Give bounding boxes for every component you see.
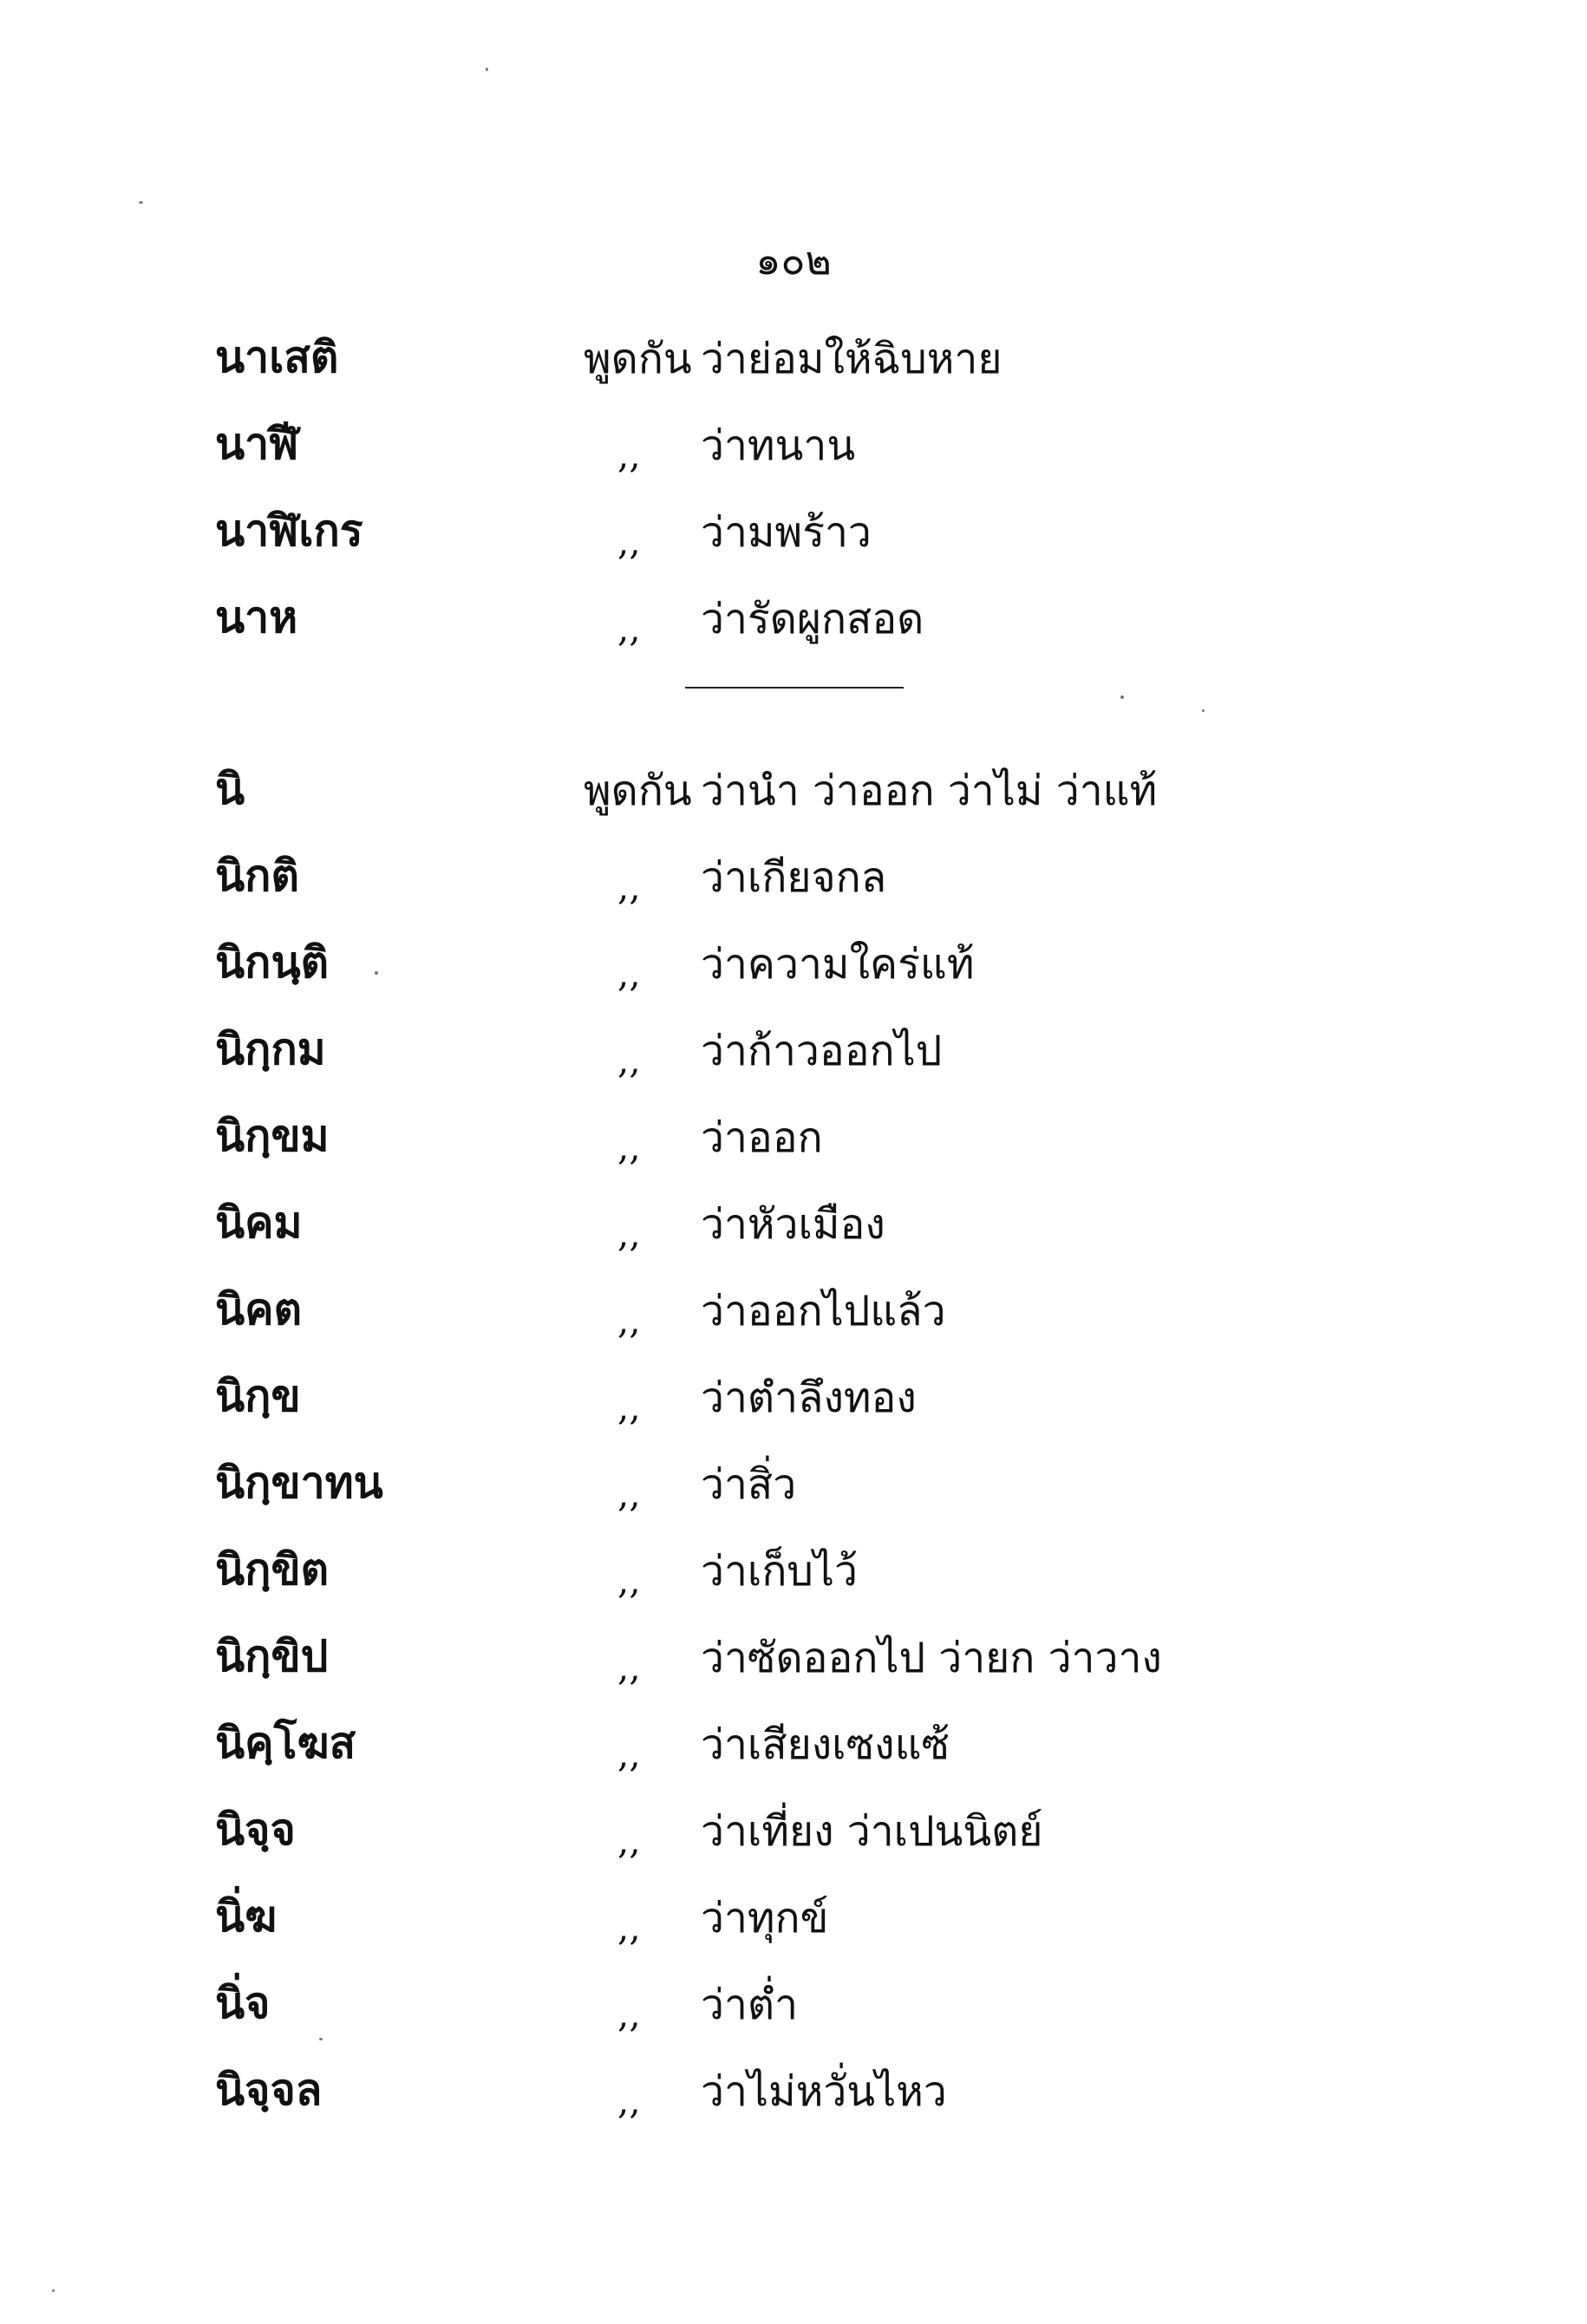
entry-definition: ว่าหัวเมือง (701, 1200, 885, 1249)
entry-definition: ว่ามพร้าว (701, 508, 872, 557)
entry-row (0, 574, 1587, 661)
ditto-mark: ,, (617, 1733, 641, 1775)
entry-definition: ว่าทนาน (701, 421, 856, 470)
ditto-mark: ,, (617, 520, 641, 563)
ditto-mark: ,, (617, 1472, 641, 1515)
entry-term: นาห (215, 591, 298, 643)
entry-row (0, 746, 1587, 832)
entry-row (0, 401, 1587, 487)
ditto-mark: ,, (617, 1646, 641, 1688)
entry-row (0, 1700, 1587, 1786)
entry-definition: ว่าต่ำ (701, 1981, 799, 2029)
entry-section-na (0, 314, 1587, 661)
entry-definition: ว่าเกียจกล (701, 853, 887, 902)
scan-speck (486, 68, 488, 71)
entry-term: นิกฺขิป (215, 1630, 329, 1681)
entry-term: นิกนฺติ (215, 937, 330, 988)
scan-speck (52, 2289, 55, 2292)
scan-speck (375, 971, 378, 975)
entry-definition: ว่าย่อมให้ฉิบหาย (701, 335, 1002, 383)
entry-row (0, 832, 1587, 919)
entry-term: นิกติ (215, 850, 299, 901)
entry-term: นาเสติ (215, 331, 339, 382)
entry-row (0, 1353, 1587, 1439)
entry-row (0, 2047, 1587, 2133)
entry-row (0, 1006, 1587, 1093)
entry-definition: ว่าเที่ยง ว่าเปนนิตย์ (701, 1807, 1043, 1856)
entry-definition: ว่ารัดผูกสอด (701, 595, 924, 643)
entry-term: นิกฺข (215, 1370, 301, 1421)
entry-term: นิ่ฆ (215, 1890, 278, 1942)
entry-row (0, 1093, 1587, 1179)
entry-definition: ว่าออกไปแล้ว (701, 1287, 946, 1335)
ditto-mark: ,, (617, 865, 641, 908)
entry-section-ni (0, 746, 1587, 2133)
ditto-mark: ,, (617, 434, 641, 476)
ditto-mark: ,, (617, 1299, 641, 1342)
scan-speck (1120, 695, 1124, 699)
page-number: ๑๐๒ (755, 237, 832, 284)
entry-term: นิกฺกม (215, 1023, 326, 1074)
ditto-mark: ,, (617, 2079, 641, 2122)
section-divider (685, 687, 904, 689)
ditto-mark: ,, (617, 1126, 641, 1168)
entry-term: นิจฺจล (215, 2064, 323, 2115)
entry-row (0, 1873, 1587, 1960)
entry-term: นิ่จ (215, 1977, 271, 2028)
ditto-mark: ,, (617, 1386, 641, 1428)
entry-definition: ว่าเสียงเซงแซ้ (701, 1720, 950, 1769)
entry-definition: ว่าทุกข์ (701, 1894, 829, 1942)
ditto-mark: ,, (617, 1819, 641, 1862)
entry-term: นิกฺขาทน (215, 1457, 383, 1508)
ditto-mark: ,, (617, 1559, 641, 1602)
entry-term: นิกฺขม (215, 1110, 330, 1161)
entry-definition: ว่าไม่หวั่นไหว (701, 2067, 947, 2116)
entry-definition: ว่านำ ว่าออก ว่าไม่ ว่าแท้ (701, 767, 1158, 815)
ditto-mark: ,, (617, 1212, 641, 1255)
entry-row (0, 1179, 1587, 1266)
entry-definition: ว่าซัดออกไป ว่ายก ว่าวาง (701, 1634, 1162, 1682)
entry-row (0, 1266, 1587, 1353)
entry-row (0, 1960, 1587, 2047)
entry-term: นิคต (215, 1283, 303, 1335)
entry-row (0, 919, 1587, 1006)
ditto-mark: ,, (617, 1993, 641, 2035)
entry-row (0, 1526, 1587, 1613)
entry-row (0, 1439, 1587, 1526)
entry-term: นิคฺโฆส (215, 1717, 356, 1768)
entry-definition: ว่าตำลึงทอง (701, 1374, 917, 1422)
entry-term: นิคม (215, 1197, 303, 1248)
entry-definition: ว่าสิ่ว (701, 1460, 797, 1509)
entry-term: นิ (215, 763, 245, 814)
entry-term: นิกฺขิต (215, 1544, 330, 1595)
entry-term: นาฬิเกร (215, 505, 363, 556)
entry-row (0, 314, 1587, 401)
ditto-mark: ,, (617, 952, 641, 995)
entry-marker: พูดกัน (584, 767, 692, 815)
entry-definition: ว่าก้าวออกไป (701, 1027, 943, 1075)
scan-speck (139, 201, 143, 204)
entry-term: นาฬี (215, 418, 299, 469)
entry-term: นิจฺจ (215, 1804, 296, 1855)
scan-speck (1202, 709, 1205, 712)
entry-definition: ว่าเก็บไว้ (701, 1547, 858, 1596)
ditto-mark: ,, (617, 1039, 641, 1081)
entry-row (0, 487, 1587, 574)
ditto-mark: ,, (617, 607, 641, 650)
ditto-mark: ,, (617, 1906, 641, 1949)
entry-definition: ว่าความใคร่แท้ (701, 940, 975, 989)
entry-row (0, 1786, 1587, 1873)
entry-marker: พูดกัน (584, 335, 692, 383)
scan-speck (319, 2038, 323, 2040)
entry-row (0, 1613, 1587, 1700)
entry-definition: ว่าออก (701, 1113, 823, 1162)
